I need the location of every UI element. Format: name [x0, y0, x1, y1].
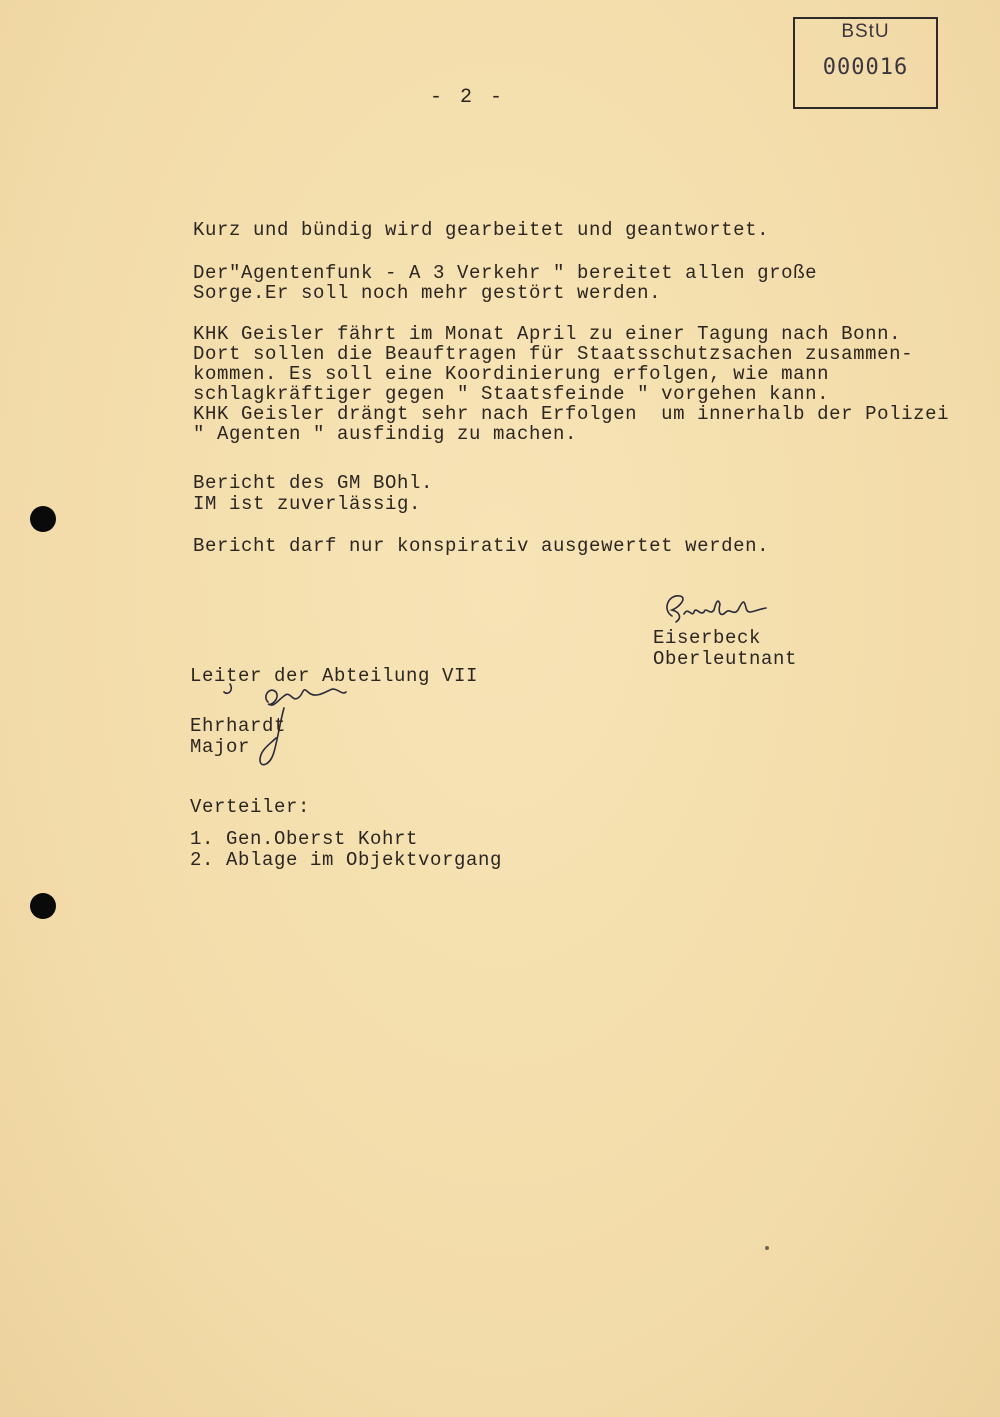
distribution-item: 1. Gen.Oberst Kohrt	[190, 828, 419, 850]
distribution-item: 2. Ablage im Objektvorgang	[190, 849, 503, 871]
punch-hole-top	[30, 506, 56, 532]
paragraph-3-line-5: KHK Geisler drängt sehr nach Erfolgen um innerhalb der Polizei	[193, 403, 950, 425]
archive-stamp	[793, 17, 938, 109]
paragraph-3-line-4: schlagkräftiger gegen " Staatsfeinde " vorgehen kann.	[193, 383, 830, 405]
signatory-rank: Oberleutnant	[653, 648, 798, 670]
signatory-name: Eiserbeck	[653, 627, 762, 649]
eiserbeck-signature	[658, 588, 778, 630]
paragraph-4-line-2: IM ist zuverlässig.	[193, 493, 422, 515]
stamp-number: 000016	[822, 55, 909, 80]
approval-name: Ehrhardt	[190, 715, 287, 737]
paragraph-4-line-1: Bericht des GM BOhl.	[193, 472, 434, 494]
page-number: - 2 -	[430, 86, 506, 109]
stamp-label: BStU	[841, 21, 890, 42]
paragraph-2-line-1: Der"Agentenfunk - A 3 Verkehr " bereitet allen große	[193, 262, 818, 284]
paragraph-3-line-2: Dort sollen die Beauftragen für Staatsschutzsachen zusammen-	[193, 343, 914, 365]
paragraph-5-line-1: Bericht darf nur konspirativ ausgewertet werden.	[193, 535, 770, 557]
paragraph-3-line-3: kommen. Es soll eine Koordinierung erfolgen, wie mann	[193, 363, 830, 385]
paragraph-3-line-6: " Agenten " ausfindig zu machen.	[193, 423, 578, 445]
distribution-heading: Verteiler:	[190, 796, 311, 818]
paragraph-2-line-2: Sorge.Er soll noch mehr gestört werden.	[193, 282, 662, 304]
approval-title: Leiter der Abteilung VII	[190, 665, 479, 687]
paper-speck	[765, 1246, 769, 1250]
paragraph-3-line-1: KHK Geisler fährt im Monat April zu einer Tagung nach Bonn.	[193, 323, 902, 345]
punch-hole-bottom	[30, 893, 56, 919]
paragraph-1-line-1: Kurz und bündig wird gearbeitet und geantwortet.	[193, 219, 770, 241]
approval-rank: Major	[190, 736, 251, 758]
